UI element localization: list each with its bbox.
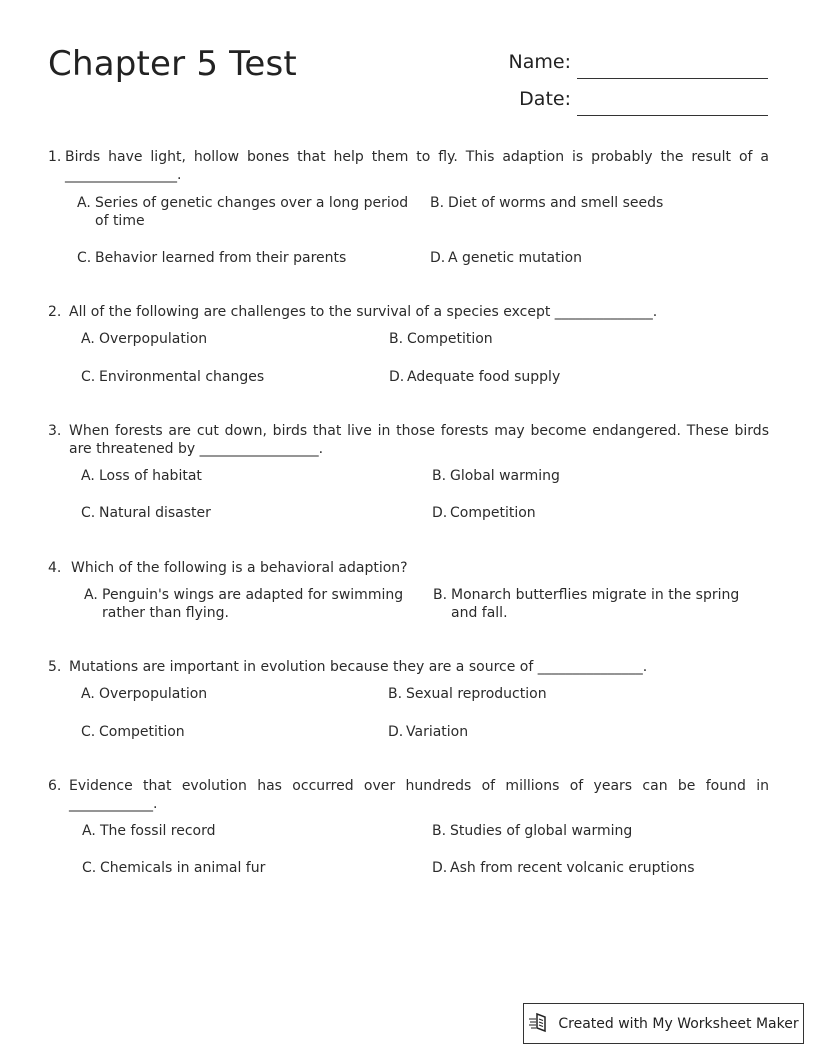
question-text: Birds have light, hollow bones that help them to fly. This adaption is probably the result of a ________________. [65,149,769,183]
option-letter: A. [77,195,91,211]
option-1b[interactable] [430,194,730,212]
question-text: Which of the following is a behavioral adaption? [71,560,408,576]
option-1d[interactable] [430,249,730,267]
option-letter: D. [430,250,446,266]
option-2c[interactable] [81,368,371,386]
option-5c[interactable] [81,723,371,741]
option-text: Diet of worms and smell seeds [448,195,664,211]
question-text: Mutations are important in evolution because they are a source of _______________. [69,659,648,675]
option-3d[interactable] [432,504,732,522]
option-text: Studies of global warming [450,823,633,839]
option-6c[interactable] [82,859,412,877]
worksheet-maker-logo-icon [528,1011,558,1037]
option-letter: A. [81,331,95,347]
option-5d[interactable] [388,723,688,741]
option-letter: B. [432,468,447,484]
option-text: Chemicals in animal fur [100,860,266,876]
question-text: When forests are cut down, birds that live in those forests may become endangered. These birds are threatened by _________________. [69,423,769,457]
option-text: A genetic mutation [448,250,582,266]
option-3c[interactable] [81,504,411,522]
page-title: Chapter 5 Test [48,44,297,84]
option-text: Variation [406,724,469,740]
option-text: Environmental changes [99,369,265,385]
option-text: Overpopulation [99,686,208,702]
option-text: Penguin's wings are adapted for swimming rather than flying. [102,587,404,621]
option-text: Competition [99,724,185,740]
option-letter: D. [432,505,448,521]
option-text: Behavior learned from their parents [95,250,347,266]
option-letter: B. [433,587,448,603]
option-letter: A. [84,587,98,603]
question-3 [48,422,769,458]
option-1c[interactable] [77,249,412,267]
option-text: Loss of habitat [99,468,202,484]
option-letter: C. [81,724,96,740]
question-number: 4. [48,560,62,576]
question-1 [48,148,769,184]
option-3a[interactable] [81,467,411,485]
question-text: All of the following are challenges to the survival of a species except ______________. [69,304,658,320]
question-number: 5. [48,659,62,675]
date-label: Date: [519,88,571,110]
option-2d[interactable] [389,368,689,386]
option-letter: A. [81,468,95,484]
worksheet-maker-badge[interactable] [523,1003,804,1044]
option-5b[interactable] [388,685,688,703]
question-5 [48,658,769,676]
option-letter: B. [388,686,403,702]
option-text: Ash from recent volcanic eruptions [450,860,695,876]
option-letter: D. [432,860,448,876]
question-2 [48,303,769,321]
option-text: Series of genetic changes over a long period of time [95,195,409,229]
badge-text: Created with My Worksheet Maker [558,1015,799,1032]
option-6a[interactable] [82,822,412,840]
option-letter: D. [389,369,405,385]
name-label-wrap [470,51,571,75]
question-number: 6. [48,778,62,794]
option-4a[interactable] [84,586,414,622]
option-letter: C. [82,860,97,876]
date-label-wrap [470,88,571,112]
option-letter: C. [81,369,96,385]
option-text: The fossil record [100,823,216,839]
option-1a[interactable] [77,194,412,230]
name-field[interactable] [577,78,768,79]
option-6d[interactable] [432,859,762,877]
option-4b[interactable] [433,586,763,622]
option-letter: A. [82,823,96,839]
option-text: Sexual reproduction [406,686,547,702]
option-letter: C. [77,250,92,266]
option-text: Adequate food supply [407,369,561,385]
option-letter: B. [389,331,404,347]
name-label: Name: [508,51,571,73]
question-number: 1. [48,149,62,165]
option-letter: B. [430,195,445,211]
option-text: Global warming [450,468,560,484]
option-2b[interactable] [389,330,689,348]
question-number: 2. [48,304,62,320]
option-2a[interactable] [81,330,371,348]
question-4 [48,559,769,577]
question-number: 3. [48,423,62,439]
option-letter: B. [432,823,447,839]
option-text: Competition [407,331,493,347]
date-field[interactable] [577,115,768,116]
option-letter: D. [388,724,404,740]
option-text: Overpopulation [99,331,208,347]
option-text: Competition [450,505,536,521]
question-text: Evidence that evolution has occurred over hundreds of millions of years can be found in ____________. [69,778,769,812]
option-text: Natural disaster [99,505,211,521]
option-6b[interactable] [432,822,762,840]
question-6 [48,777,769,813]
option-letter: C. [81,505,96,521]
option-3b[interactable] [432,467,732,485]
option-5a[interactable] [81,685,371,703]
option-letter: A. [81,686,95,702]
option-text: Monarch butterflies migrate in the spring and fall. [451,587,740,621]
